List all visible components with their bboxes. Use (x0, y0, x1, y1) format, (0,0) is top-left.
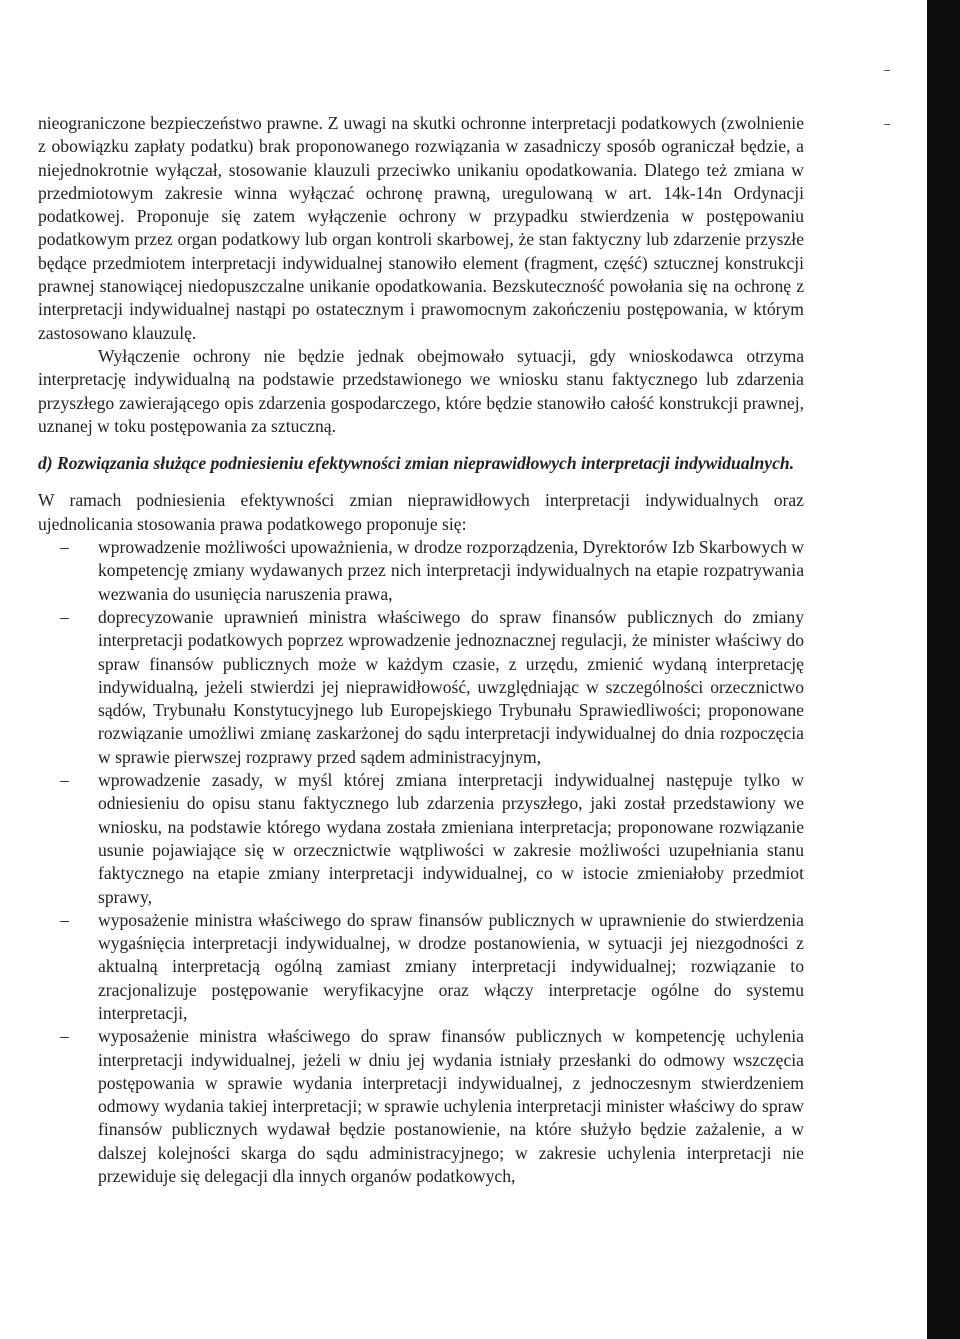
section-heading: d) Rozwiązania służące podniesieniu efektywności zmian nieprawidłowych interpretacji indywidualnych. (38, 453, 795, 474)
paragraph-intro: nieograniczone bezpieczeństwo prawne. Z uwagi na skutki ochronne interpretacji podatkowych (zwolnienie z obowiązku zapłaty podatku) brak proponowanego rozwiązania w zasadniczy sposób ograniczał będzie, a niejednokrotnie wyłączał, stosowanie klauzuli przeciwko unikaniu opodatkowania. Dlatego też zmiana w przedmiotowym zakresie winna wyłączać ochronę prawną, uregulowaną w art. 14k-14n Ordynacji podatkowej. Proponuje się zatem wyłączenie ochrony w przypadku stwierdzenia w postępowaniu podatkowym przez organ podatkowy lub organ kontroli skarbowej, że stan faktyczny lub zdarzenie przyszłe będące przedmiotem interpretacji indywidualnej stanowiło element (fragment, część) sztucznej konstrukcji prawnej stanowiącej niedopuszczalne unikanie opodatkowania. Bezskuteczność powołania się na ochronę z interpretacji indywidualnej nastąpi po ostatecznym i prawomocnym zakończeniu postępowania, w którym zastosowano klauzulę. (38, 113, 804, 343)
list-item: – wprowadzenie możliwości upoważnienia, w drodze rozporządzenia, Dyrektorów Izb Skarbowych w kompetencję zmiany wydawanych przez nich interpretacji indywidualnych na etapie rozpatrywania wezwania do usunięcia naruszenia prawa, (60, 537, 804, 604)
paragraph-lead: W ramach podniesienia efektywności zmian nieprawidłowych interpretacji indywidualnych oraz ujednolicania stosowania prawa podatkowego proponuje się: (38, 490, 804, 534)
dash-bullet: – (60, 770, 69, 791)
dash-bullet: – (60, 1026, 69, 1047)
scan-dark-edge (927, 0, 960, 1339)
list-item: – wyposażenie ministra właściwego do spraw finansów publicznych w kompetencję uchylenia interpretacji indywidualnej, jeżeli w dniu jej wydania istniały przesłanki do odmowy wszczęcia postępowania w sprawie wydania interpretacji indywidualnej, z jednoczesnym stwierdzeniem odmowy wydania takiej interpretacji; w sprawie uchylenia interpretacji minister właściwy do spraw finansów publicznych wydawał będzie postanowienie, na które służyło będzie zażalenie, a w dalszej kolejności skarga do sądu administracyjnego; w zakresie uchylenia interpretacji nie przewiduje się delegacji dla innych organów podatkowych, (60, 1026, 804, 1187)
dash-bullet: – (60, 606, 69, 627)
scan-mark (884, 124, 890, 125)
scan-mark (884, 70, 890, 71)
list-item: – wyposażenie ministra właściwego do spraw finansów publicznych w uprawnienie do stwierdzenia wygaśnięcia interpretacji indywidualnej, w drodze postanowienia, w sytuacji jej niezgodności z aktualną interpretacją ogólną zamiast zmiany interpretacji indywidualnej; rozwiązanie to zracjonalizuje postępowanie weryfikacyjne oraz włączy interpretacje ogólne do systemu interpretacji, (60, 909, 804, 1023)
dash-bullet: – (60, 909, 69, 930)
list-item: – wprowadzenie zasady, w myśl której zmiana interpretacji indywidualnej następuje tylko w odniesieniu do opisu stanu faktycznego lub zdarzenia przyszłego, jaki został przedstawiony we wniosku, na podstawie którego wydana została zmieniana interpretacja; proponowane rozwiązanie usunie pojawiające się w orzecznictwie wątpliwości w zakresie możliwości uzupełniania stanu faktycznego na etapie zmiany interpretacji indywidualnej, co w istocie zmieniałoby przedmiot sprawy, (60, 770, 804, 907)
list-item: – doprecyzowanie uprawnień ministra właściwego do spraw finansów publicznych do zmiany interpretacji podatkowych poprzez wprowadzenie jednoznacznej regulacji, że minister właściwy do spraw finansów publicznych może w każdym czasie, z urzędu, zmienić wydaną interpretację indywidualną, jeżeli stwierdzi jej nieprawidłowość, uwzględniając w szczególności orzecznictwo sądów, Trybunału Konstytucyjnego lub Europejskiego Trybunału Sprawiedliwości; proponowane rozwiązanie umożliwi zmianę zaskarżonej do sądu interpretacji indywidualnej do dnia rozpoczęcia w sprawie pierwszej rozprawy przed sądem administracyjnym, (60, 606, 804, 767)
proposal-list (38, 536, 804, 1188)
paragraph-exclusion: Wyłączenie ochrony nie będzie jednak obejmowało sytuacji, gdy wnioskodawca otrzyma interpretację indywidualną na podstawie przedstawionego we wniosku stanu faktycznego lub zdarzenia przyszłego zawierającego opis zdarzenia gospodarczego, które będzie stanowiło całość konstrukcji prawnej, uznanej w toku postępowania za sztuczną. (38, 345, 804, 436)
document-body (38, 112, 804, 1188)
dash-bullet: – (60, 537, 69, 558)
